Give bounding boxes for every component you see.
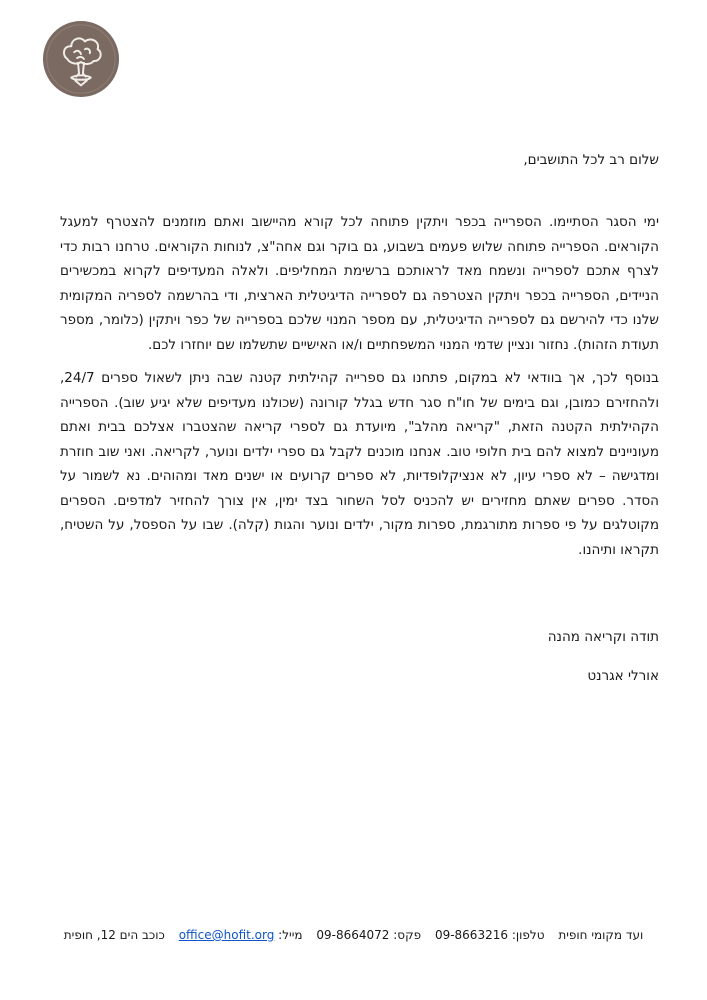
footer-phone-label: טלפון: [511, 928, 545, 942]
tree-emblem-logo [42, 20, 120, 98]
footer-committee: ועד מקומי חופית [558, 928, 644, 942]
paragraph-community-library: בנוסף לכך, אך בוודאי לא במקום, פתחנו גם ספרייה קהילתית קטנה שבה ניתן לשאול ספרים 24/7, ולהחזירם כמובן, וגם בימים של חו"ח סגר חדש בגלל קורונה (שכולנו מעדיפים שלא יגיע שוב). הספרייה הקהילתית הקטנה הזאת, "קריאה מהלב", מיועדת גם לספרי קריאה שהצטברו אצלכם בבית ואתם מעוניינים למצוא להם בית חלופי טוב. אנחנו מוכנים לקבל גם ספרי ילדים ונוער, לקריאה. ואני שוב חוזרת ומדגישה – לא ספרי עיון, לא אנציקלופדיות, לא ספרים קרועים או ישנים מאד ומהוהים. נא לשמור על הסדר. ספרים שאתם מחזירים יש להכניס לסל השחור בצד ימין, אין צורך להחזיר למדפים. הספרים מקוטלגים על פי ספרות מתורגמת, ספרות מקור, ילדים ונוער והגות (קלה). שבו על הספסל, על השטיח, תקראו ותיהנו. [60, 370, 659, 558]
footer-fax-label: פקס: [393, 928, 422, 942]
footer-phone: 09-8663216 [434, 928, 508, 942]
closing-line: תודה וקריאה מהנה [547, 629, 659, 645]
footer-fax: 09-8664072 [316, 928, 390, 942]
footer-mail-label: מייל: [278, 928, 303, 942]
letter-body [60, 150, 659, 686]
letterhead-footer [40, 927, 667, 943]
paragraph-library-reopening: ימי הסגר הסתיימו. הספרייה בכפר ויתקין פתוחה לכל קורא מהיישוב ואתם מוזמנים להצטרף למעגל הקוראים. הספרייה פתוחה שלוש פעמים בשבוע, גם בוקר וגם אחה"צ, לנוחות הקוראים. טרחנו רבות כדי לצרף אתכם לספרייה ונשמח מאד לראותכם ברשימת המחליפים. ולאלה המעדיפים לקרוא במכשירים הניידים, הספרייה בכפר ויתקין הצטרפה גם לספרייה הדיגיטלית הארצית, ודי בהרשמה לספריה המקומית שלנו כדי להירשם גם לספרייה הדיגיטלית, עם מספר המנוי שלכם בספרייה של כפר ויתקין (כלומר, מספר תעודת הזהות). נחזור ונציין שדמי המנוי המשפחתיים ו/או האישיים שתשלמו שם יוחזרו לכם. [60, 214, 659, 353]
greeting: שלום רב לכל התושבים, [523, 152, 659, 168]
footer-address: כוכב הים 12, חופית [63, 928, 165, 942]
footer-email-link[interactable]: office@hofit.org [178, 928, 275, 942]
signature-name: אורלי אגרנט [587, 668, 659, 684]
